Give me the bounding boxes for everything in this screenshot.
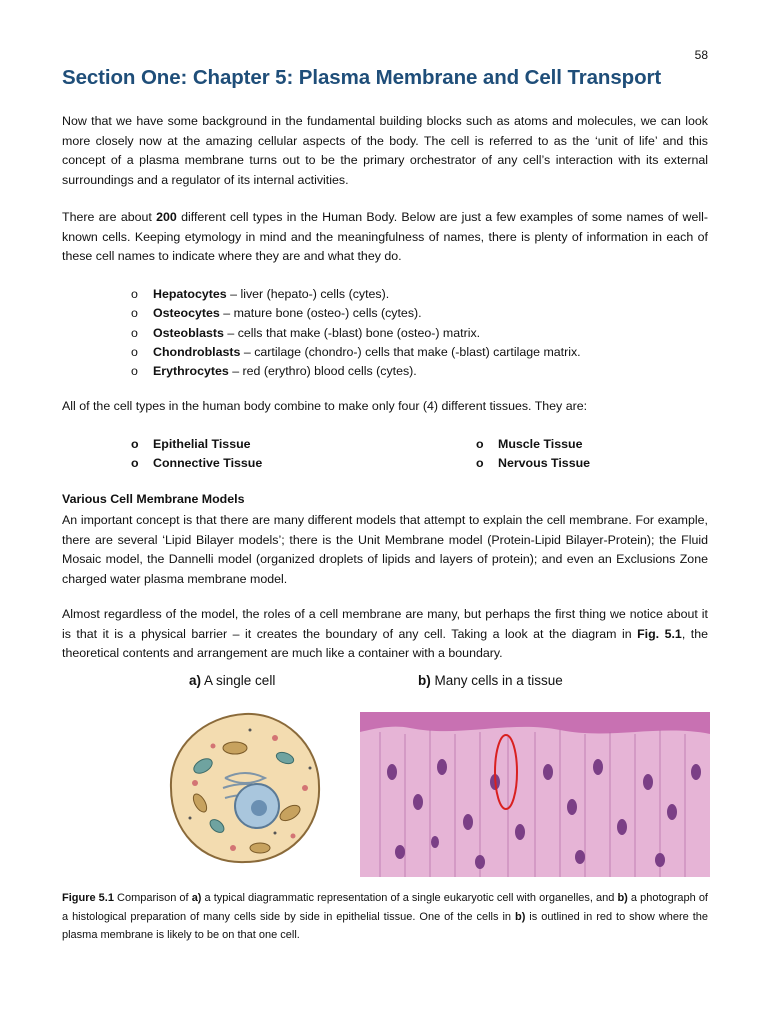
- figure-label-b: [418, 673, 563, 688]
- cell-desc: – cartilage (chondro-) cells that make (-blast) cartilage matrix.: [240, 344, 581, 359]
- cell-term: Hepatocytes: [153, 287, 227, 301]
- list-item: [131, 285, 581, 304]
- barrier-post: , the theoretical contents and arrangement are much like a container with a boundary.: [62, 626, 708, 660]
- caption-ref-a: a): [191, 892, 202, 904]
- caption-text: Comparison of: [113, 892, 192, 904]
- list-item: [131, 324, 581, 343]
- label-letter: a): [189, 673, 202, 688]
- models-paragraph: An important concept is that there are many different models that attempt to explain the cell membrane. For example, there are several ‘Lipid Bilayer models’; there is the Unit Membrane model (Protein-Lipid Bilayer-Protein); the Fluid Mosaic model, the Dannelli model (organized droplets of lipids and layers of protein); and even an Exclusions Zone charged water plasma membrane model.: [62, 513, 708, 586]
- tissue-photo-image: [360, 712, 710, 877]
- list-item: [131, 362, 581, 381]
- label-text: A single cell: [201, 673, 276, 688]
- cell-types-post: different cell types in the Human Body. Below are just a few examples of some names of well-known cells. Keeping etymology in mind and the meaningfulness of names, there is plenty of information in each of these cell names to indicate where they are and what they do.: [62, 210, 708, 263]
- label-text: Many cells in a tissue: [430, 673, 563, 688]
- cell-type-list: [131, 285, 581, 381]
- caption-ref-b: b): [617, 892, 628, 904]
- list-item: [131, 304, 581, 323]
- cell-desc: – mature bone (osteo-) cells (cytes).: [219, 306, 422, 321]
- list-item: o Epithelial Tissue: [131, 435, 262, 454]
- cell-types-count: 200: [156, 210, 177, 224]
- models-heading: Various Cell Membrane Models: [62, 492, 245, 506]
- cell-term: Osteocytes: [153, 306, 220, 321]
- cell-term: Osteoblasts: [153, 325, 224, 340]
- cell-term: Chondroblasts: [153, 344, 241, 359]
- tissue-list-left: [131, 435, 262, 474]
- caption-text: a photograph of a histological preparation of many cells side by side in epithelial tissue. One of the cells in: [62, 892, 708, 923]
- tissue-list-right: [476, 435, 590, 474]
- barrier-pre: Almost regardless of the model, the roles of a cell membrane are many, but perhaps the first thing we notice about it is that it is a physical barrier – it creates the boundary of any cell. Taking a look at the diagram in: [62, 607, 708, 641]
- tissues-intro: All of the cell types in the human body combine to make only four (4) different tissues. They are:: [62, 399, 588, 413]
- list-item: o Nervous Tissue: [476, 454, 590, 473]
- barrier-paragraph: [62, 605, 708, 664]
- page-number: 58: [694, 48, 708, 62]
- label-letter: b): [418, 673, 431, 688]
- cell-desc: – liver (hepato-) cells (cytes).: [226, 287, 390, 301]
- cell-diagram-image: [165, 708, 325, 868]
- cell-types-pre: There are about: [62, 210, 157, 224]
- figure-label-a: [189, 673, 275, 688]
- caption-text: is outlined in red to show where the plasma membrane is likely to be on that one cell.: [62, 910, 708, 941]
- list-item: o Connective Tissue: [131, 454, 262, 473]
- caption-ref-b: b): [514, 910, 526, 923]
- figure-reference: Fig. 5.1: [637, 626, 682, 641]
- list-item: o Muscle Tissue: [476, 435, 590, 454]
- cell-desc: – cells that make (-blast) bone (osteo-) matrix.: [223, 325, 481, 340]
- intro-paragraph: Now that we have some background in the fundamental building blocks such as atoms and molecules, we can look more closely now at the amazing cellular aspects of the body. The cell is referred to as the ‘unit of life’ and this concept of a plasma membrane turns out to be the primary orchestrator of any cell’s interaction with its external surroundings and a regulator of its internal activities.: [62, 114, 708, 187]
- cell-desc: – red (erythro) blood cells (cytes).: [228, 364, 417, 379]
- page-title: Section One: Chapter 5: Plasma Membrane and Cell Transport: [62, 66, 662, 89]
- list-item: [131, 343, 581, 362]
- cell-types-paragraph: [62, 208, 708, 267]
- caption-text: a typical diagrammatic representation of a single eukaryotic cell with organelles, and: [201, 892, 618, 904]
- figure-caption: [62, 889, 708, 945]
- caption-figure-label: Figure 5.1: [62, 892, 114, 904]
- cell-term: Erythrocytes: [153, 364, 229, 379]
